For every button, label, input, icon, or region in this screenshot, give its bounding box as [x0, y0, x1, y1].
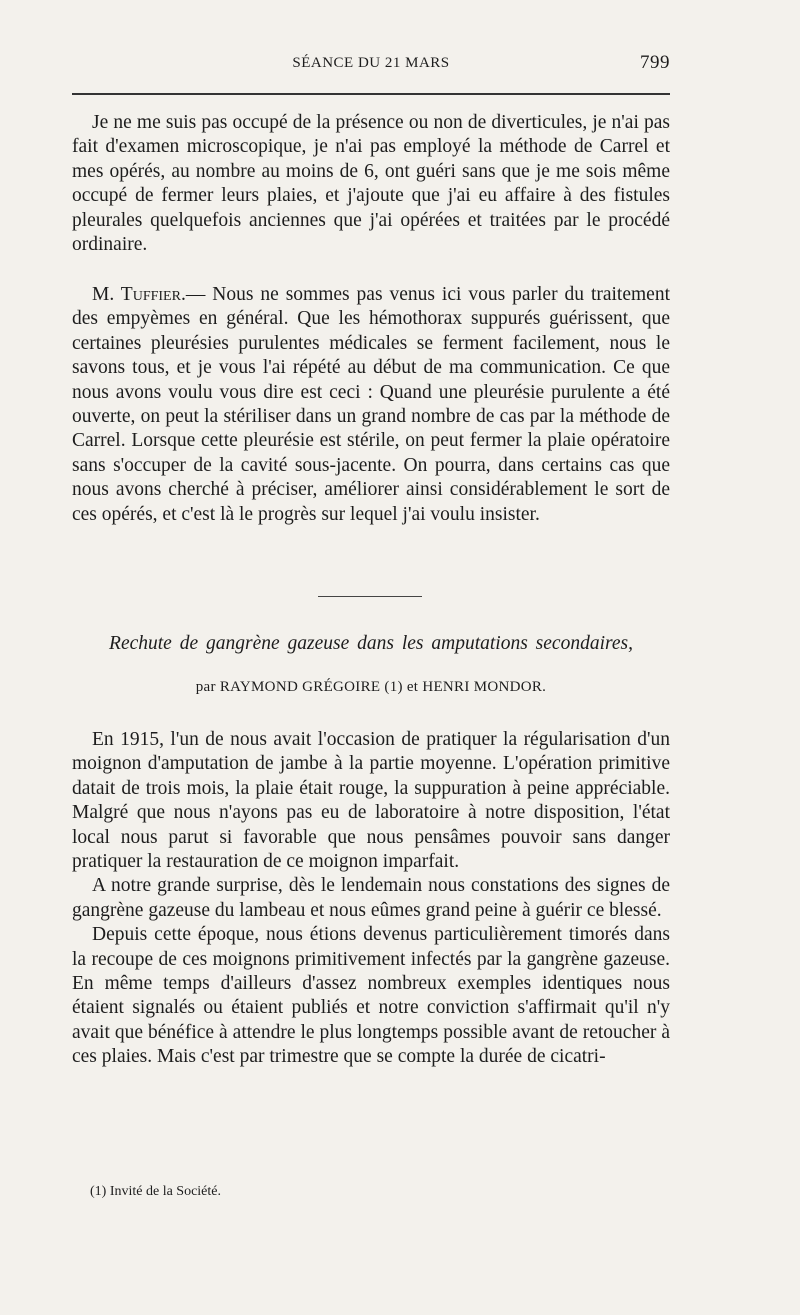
section-title: Rechute de gangrène gazeuse dans les amputations secondaires,: [109, 633, 633, 654]
running-title: SÉANCE DU 21 MARS: [292, 55, 450, 71]
speaker-text: — Nous ne sommes pas venus ici vous parler du traitement des empyèmes en général. Que les hémothorax suppurés guérissent, que certaines pleurésies purulentes médicales se ferment facilement, nous le savons tous, et je vous l'ai répété au début de ma communication. Ce que nous avons voulu vous dire est ceci : Quand une pleurésie purulente a été ouverte, on peut la stériliser dans un grand nombre de cas par la méthode de Carrel. Lorsque cette pleurésie est stérile, on peut fermer la plaie opératoire sans s'occuper de la cavité sous-jacente. On pourra, dans certains cas que nous avons cherché à préciser, améliorer ainsi considérablement le sort de ces opérés, et c'est là le progrès sur lequel j'ai voulu insister.: [72, 284, 670, 525]
paragraph-text: A notre grande surprise, dès le lendemain nous constations des signes de gangrène gazeuse du lambeau et nous eûmes grand peine à guérir ce blessé.: [72, 875, 670, 921]
paragraph-tuffier: [72, 283, 670, 527]
page-number: 799: [640, 52, 670, 73]
footnote: (1) Invité de la Société.: [90, 1184, 222, 1199]
paragraph-text: En 1915, l'un de nous avait l'occasion de pratiquer la régularisation d'un moignon d'amputation de jambe à la partie moyenne. L'opération primitive datait de trois mois, la plaie était rouge, la suppuration à peine appréciable. Malgré que nous n'ayons pas eu de laboratoire à notre disposition, l'état local nous parut si favorable que nous pensâmes pouvoir sans danger pratiquer la restauration de ce moignon imparfait.: [72, 729, 670, 873]
paragraph-previous-speaker: [72, 111, 670, 257]
body-text: [72, 728, 670, 1070]
paragraph-text: Depuis cette époque, nous étions devenus particulièrement timorés dans la recoupe de ces moignons primitivement infectés par la gangrène gazeuse. En même temps d'ailleurs d'assez nombreux exemples identiques nous étaient signalés ou étaient publiés et notre conviction s'affirmait qu'il n'y avait que bénéfice à attendre le plus longtemps possible avant de retoucher à ces plaies. Mais c'est par trimestre que se compte la durée de cicatri-: [72, 924, 670, 1068]
section-authors: par RAYMOND GRÉGOIRE (1) et HENRI MONDOR.: [195, 679, 547, 695]
header-rule: [72, 93, 670, 95]
speaker-name: M. Tuffier.: [92, 284, 186, 305]
section-divider: [318, 596, 422, 597]
running-header: [72, 52, 670, 76]
paragraph-text: Je ne me suis pas occupé de la présence ou non de diverticules, je n'ai pas fait d'examen microscopique, je n'ai pas employé la méthode de Carrel et mes opérés, au nombre au moins de 6, ont guéri sans que je me sois même occupé de fermer leurs plaies, et j'ajoute que j'ai eu affaire à des fistules pleurales quelquefois anciennes que j'ai opérées et traitées par le procédé ordinaire.: [72, 112, 670, 256]
paragraph-text: [72, 283, 670, 527]
